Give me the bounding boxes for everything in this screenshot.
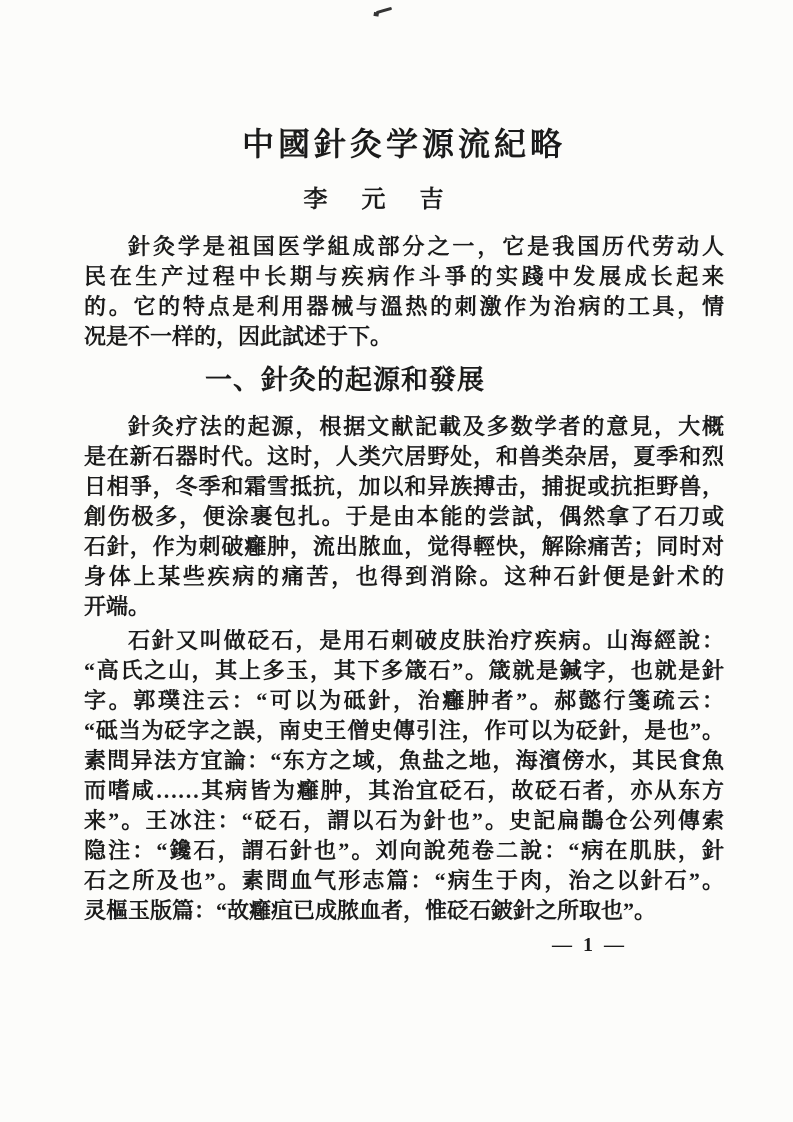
text-line: 民在生产过程中长期与疾病作斗爭的实踐中发展成长起来 (84, 264, 724, 289)
text-line: 而嗜咸……其病皆为癰肿，其治宜砭石，故砭石者，亦从东方 (84, 778, 724, 803)
text-line: 隐注：“鑱石，謂石針也”。刘向說苑卷二說：“病在肌肤，針 (84, 838, 724, 863)
text-line: 石針又叫做砭石，是用石刺破皮肤治疗疾病。山海經說： (128, 628, 724, 653)
text-line: 石針，作为刺破癰肿，流出脓血，觉得輕快，解除痛苦；同时对 (84, 534, 724, 559)
text-line: 素問异法方宜論：“东方之域，魚盐之地，海濱傍水，其民食魚 (84, 748, 724, 773)
text-line: “砥当为砭字之誤，南史王僧史傳引注，作可以为砭針，是也”。 (84, 718, 724, 743)
text-line: 日相爭，冬季和霜雪抵抗，加以和异族搏击，捕捉或抗拒野兽， (84, 474, 724, 499)
intro-paragraph (84, 232, 724, 352)
page-number: — 1 — (552, 934, 627, 956)
text-line: 針灸疗法的起源，根据文献記載及多数学者的意見，大概 (128, 414, 724, 439)
text-line: 石之所及也”。素問血气形志篇：“病生于肉，治之以針石”。 (84, 868, 724, 893)
author-name: 李 元 吉 (303, 187, 449, 213)
paragraph-acupuncture-origin (84, 412, 724, 622)
paragraph-bian-stone (84, 626, 724, 926)
document-title: 中國針灸学源流紀略 (241, 126, 566, 162)
text-line: 字。郭璞注云：“可以为砥針，治癰肿者”。郝懿行箋疏云： (84, 688, 724, 713)
text-line: 身体上某些疾病的痛苦，也得到消除。这种石針便是針术的 (84, 564, 724, 589)
page-content (84, 0, 724, 956)
text-line: 是在新石器时代。这时，人类穴居野处，和兽类杂居，夏季和烈 (84, 444, 724, 469)
text-line: 开端。 (84, 594, 151, 619)
text-line: 的。它的特点是利用器械与溫热的刺激作为治病的工具，情 (84, 294, 724, 319)
text-line: “高氏之山，其上多玉，其下多箴石”。箴就是鍼字，也就是針 (84, 658, 724, 683)
section-heading: 一、針灸的起源和發展 (205, 365, 485, 395)
text-line: 况是不一样的，因此試述于下。 (84, 324, 393, 349)
text-line: 来”。王冰注：“砭石，謂以石为針也”。史記扁鵲仓公列傳索 (84, 808, 724, 833)
text-line: 灵樞玉版篇：“故癰疽已成脓血者，惟砭石鈹針之所取也”。 (84, 898, 657, 923)
text-line: 創伤极多，便涂裹包扎。于是由本能的尝試，偶然拿了石刀或 (84, 504, 724, 529)
text-line: 針灸学是祖国医学組成部分之一，它是我国历代劳动人 (128, 234, 724, 259)
